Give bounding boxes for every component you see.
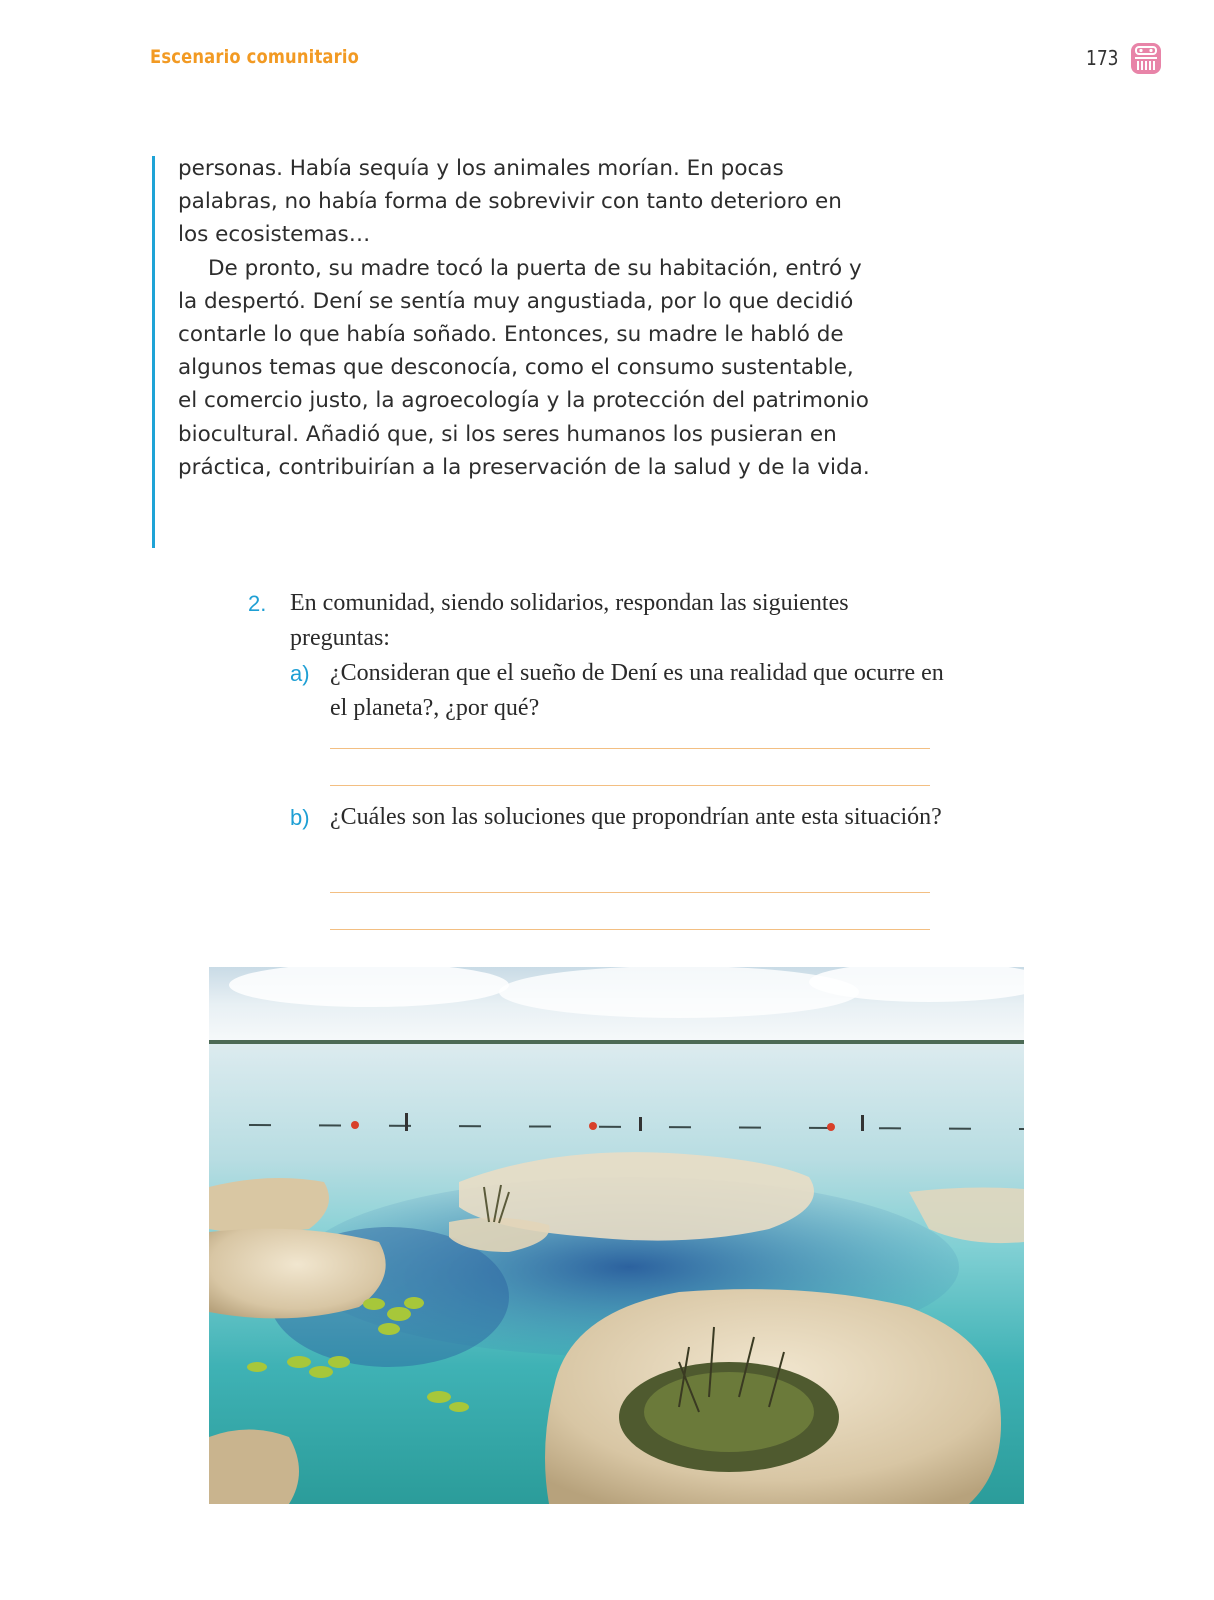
answer-line-b-1[interactable] <box>330 892 930 893</box>
answer-line-a-1[interactable] <box>330 748 930 749</box>
question-b-letter: b) <box>290 805 310 830</box>
question-b <box>290 800 948 835</box>
question-a-text: ¿Consideran que el sueño de Dení es una realidad que ocurre en el planeta?, ¿por qué? <box>330 660 944 721</box>
activity-number: 2. <box>248 591 267 616</box>
glyph-logo-icon <box>1130 42 1162 75</box>
answer-line-a-2[interactable] <box>330 785 930 786</box>
lagoon-photo <box>209 967 1024 1504</box>
activity-prompt-text: En comunidad, siendo solidarios, respondan las siguientes preguntas: <box>290 590 849 651</box>
section-title: Escenario comunitario <box>150 46 360 68</box>
activity-prompt <box>248 586 948 835</box>
question-b-text: ¿Cuáles son las soluciones que propondrían ante esta situación? <box>330 804 942 830</box>
question-a-letter: a) <box>290 661 310 686</box>
story-paragraph-1: personas. Había sequía y los animales morían. En pocas palabras, no había forma de sobrevivir con tanto deterioro en los ecosistemas… <box>178 156 842 248</box>
story-text <box>178 152 878 484</box>
activity-2 <box>248 586 948 835</box>
story-quote-bar <box>152 156 155 548</box>
page-number: 173 <box>1086 46 1119 70</box>
answer-line-b-2[interactable] <box>330 929 930 930</box>
story-paragraph-2: De pronto, su madre tocó la puerta de su habitación, entró y la despertó. Dení se sentía muy angustiada, por lo que decidió contarle lo que había soñado. Entonces, su madre le habló de algunos temas que desconocía, como el consumo sustentable, el comercio justo, la agroecología y la protección del patrimonio biocultural. Añadió que, si los seres humanos los pusieran en práctica, contribuirían a la preservación de la salud y de la vida. <box>178 255 870 480</box>
question-a <box>290 656 948 726</box>
